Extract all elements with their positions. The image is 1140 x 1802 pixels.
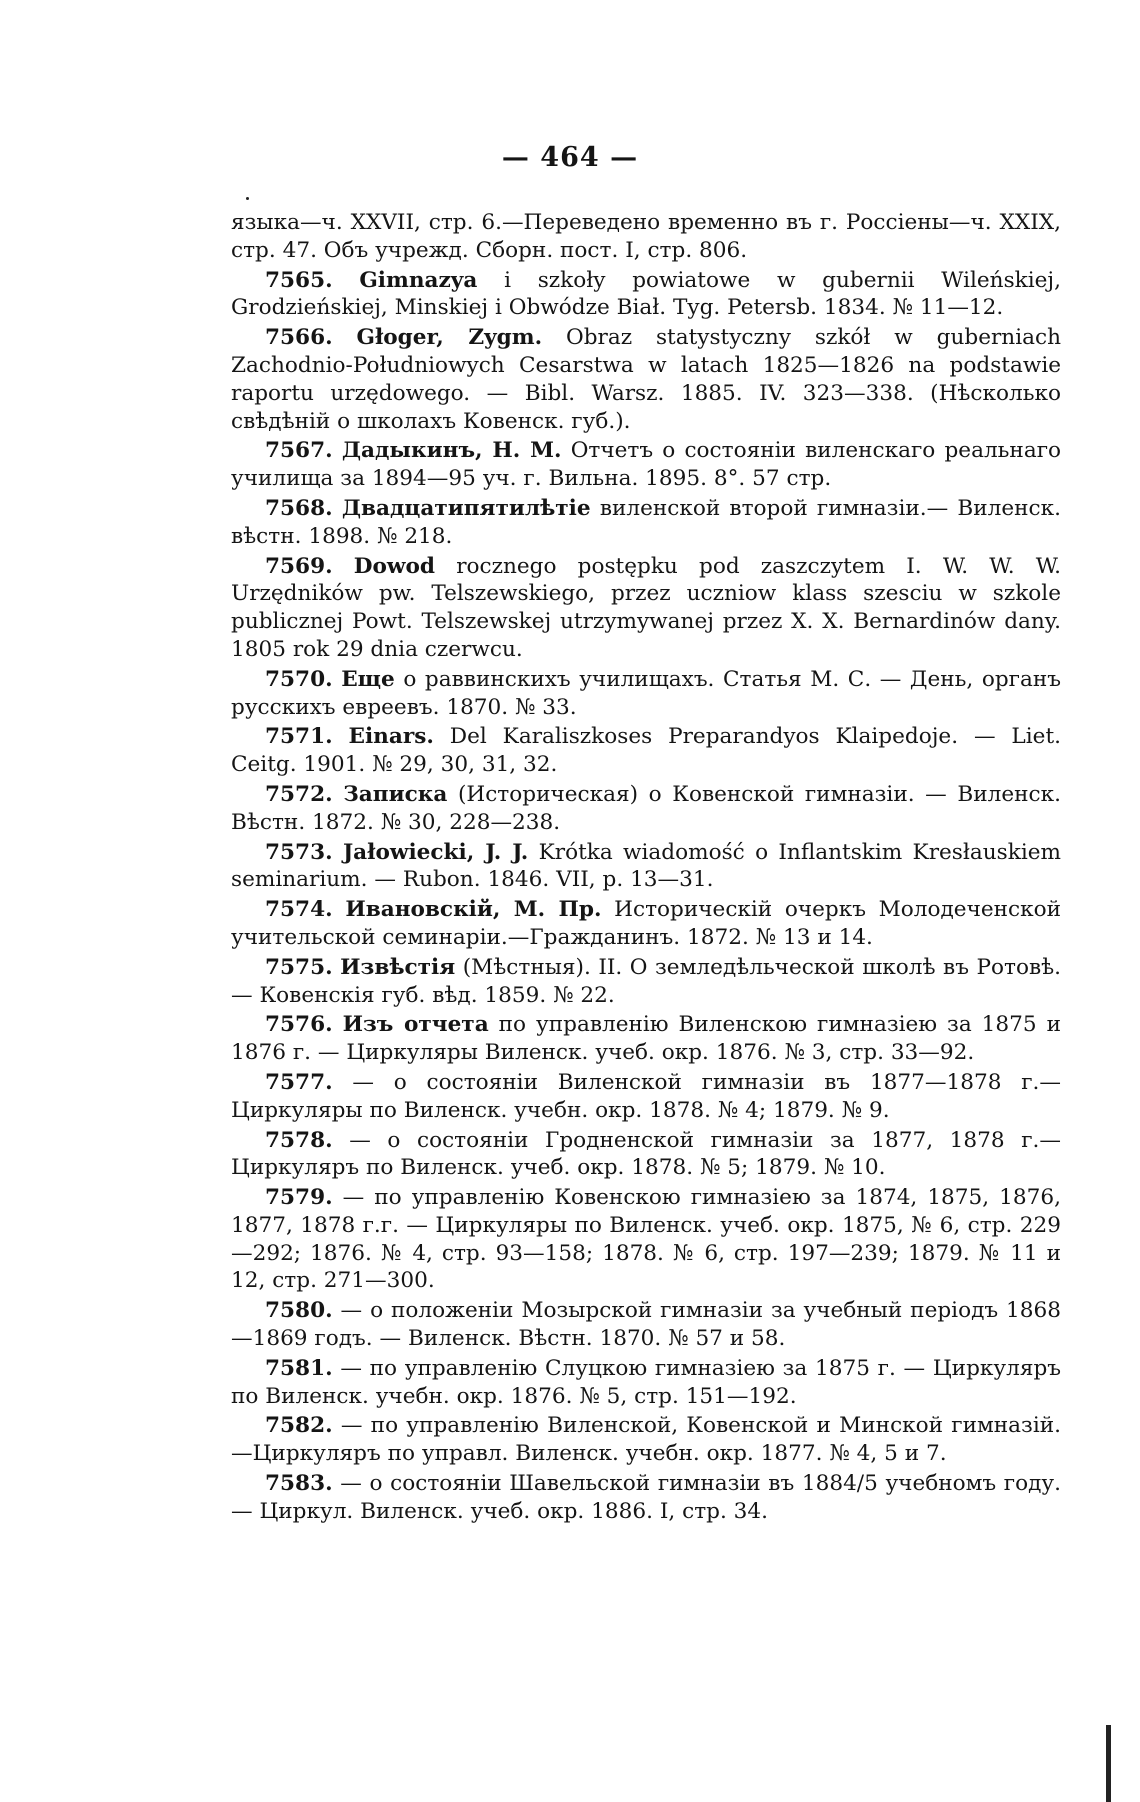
entry-text: i szkoły powiatowe w gubernii Wileńskiej, Grodzieńskiej, Minskiej i Obwódze Biał. Tyg. Petersb. 1834. № 11—12. [231, 267, 1061, 321]
entry-text: — о состояніи Виленской гимназіи въ 1877—1878 г.— Циркуляры по Виленск. учебн. окр. 1878. № 4; 1879. № 9. [231, 1069, 1061, 1123]
entry-7576 [231, 1011, 1061, 1067]
entry-7579 [231, 1184, 1061, 1295]
entry-text: — о состояніи Шавельской гимназіи въ 1884/5 учебномъ году. — Циркул. Виленск. учеб. окр. 1886. I, стр. 34. [231, 1471, 1061, 1524]
entry-7570 [231, 666, 1061, 722]
entry-7565 [231, 267, 1061, 323]
entry-text: виленской второй гимназіи.— Виленск. вѣстн. 1898. № 218. [231, 495, 1061, 549]
entry-7580 [231, 1297, 1061, 1353]
entry-heading: Изъ отчета [342, 1012, 489, 1038]
entry-number: 7569. [265, 553, 333, 579]
entry-text: — по управленію Слуцкою гимназіею за 1875 г. — Циркуляръ по Виленск. учебн. окр. 1876. № 5, стр. 151—192. [231, 1355, 1061, 1409]
entry-heading: Двадцатипятилѣтіе [341, 495, 591, 521]
entry-text: Obraz statystyczny szkół w guberniach Zachodnio-Południowych Cesarstwa w latach 1825—1826 na podstawie raportu urzędowego. — Bibl. Warsz. 1885. IV. 323—338. (Нѣсколько свѣдѣній о школахъ Ковенск. губ.). [231, 325, 1061, 434]
entry-number: 7574. [265, 897, 333, 923]
entry-number: 7583. [265, 1471, 333, 1497]
entry-7577 [231, 1069, 1061, 1125]
entry-number: 7571. [265, 724, 333, 750]
entry-number: 7572. [265, 781, 333, 807]
entry-heading: Dowod [353, 553, 436, 579]
entry-7568 [231, 495, 1061, 551]
entry-number: 7579. [265, 1185, 333, 1211]
entry-7582 [231, 1412, 1061, 1468]
entry-number: 7578. [265, 1127, 333, 1153]
entry-number: 7582. [265, 1413, 333, 1439]
entry-text: Отчетъ о состояніи виленскаго реальнаго училища за 1894—95 уч. г. Вильна. 1895. 8°. 57 стр. [231, 438, 1062, 492]
entry-number: 7577. [265, 1069, 333, 1095]
entry-heading: Еще [341, 666, 395, 692]
entry-text: rocznego postępku pod zaszczytem I. W. W. W. Urzędników pw. Telszewskiego, przez uczniow klass szesciu w szkole publicznej Powt. Telszewskej utrzymywanej przez X. X. Bernardinów dany. 1805 rok 29 dnia czerwcu. [231, 553, 1061, 662]
entry-number: 7565. [265, 267, 333, 293]
entry-text: Del Karaliszkoses Preparandyos Klaipedoje. — Liet. Ceitg. 1901. № 29, 30, 31, 32. [231, 724, 1061, 778]
entry-number: 7580. [265, 1298, 333, 1324]
entry-7573 [231, 839, 1061, 895]
entry-text: по управленію Виленскою гимназіею за 1875 и 1876 г. — Циркуляры Виленск. учеб. окр. 1876. № 3, стр. 33—92. [231, 1012, 1061, 1066]
entry-text: — по управленію Ковенскою гимназіею за 1874, 1875, 1876, 1877, 1878 г.г. — Циркуляры по Виленск. учеб. окр. 1875, № 6, стр. 229—292; 1876. № 4, стр. 93—158; 1878. № 6, стр. 197—239; 1879. № 11 и 12, стр. 271—300. [231, 1185, 1061, 1294]
entry-number: 7581. [265, 1355, 333, 1381]
entry-heading: Jałowiecki, J. J. [342, 839, 529, 865]
page-number: — 464 — [501, 142, 639, 173]
entry-heading: Einars. [348, 724, 434, 750]
entry-heading: Ивановскій, М. Пр. [345, 897, 602, 923]
entry-number: 7570. [265, 666, 333, 692]
scan-dot [246, 197, 249, 200]
entry-7572 [231, 781, 1061, 837]
entry-number: 7567. [265, 438, 333, 464]
entry-text: Krótka wiadomość o Inflantskim Kresłauskiem seminarium. — Rubon. 1846. VII, p. 13—31. [231, 839, 1061, 893]
entry-number: 7573. [265, 839, 333, 865]
entry-7567 [231, 437, 1061, 493]
entry-number: 7575. [265, 954, 333, 980]
entry-7583 [231, 1470, 1061, 1526]
entry-heading: Дадыкинъ, Н. М. [341, 438, 562, 464]
entry-7574 [231, 896, 1061, 952]
entry-number: 7576. [265, 1012, 333, 1038]
bibliography-text [231, 209, 1061, 1526]
entry-number: 7568. [265, 495, 333, 521]
entry-text: (Мѣстныя). II. О земледѣльческой школѣ въ Ротовѣ. — Ковенскія губ. вѣд. 1859. № 22. [231, 954, 1061, 1008]
entry-heading: Gimnazya [359, 267, 478, 293]
entry-text: (Историческая) о Ковенской гимназіи. — Виленск. Вѣстн. 1872. № 30, 228—238. [231, 781, 1061, 835]
entry-text: — о положеніи Мозырской гимназіи за учебный періодъ 1868—1869 годъ. — Виленск. Вѣстн. 1870. № 57 и 58. [231, 1298, 1061, 1352]
entry-heading: Głoger, Zygm. [356, 325, 543, 351]
entry-heading: Извѣстія [340, 954, 456, 980]
continuation-text: языка—ч. XXVII, стр. 6.—Переведено временно въ г. Россіены—ч. XXIX, стр. 47. Объ учрежд. Сборн. пост. I, стр. 806. [231, 210, 1061, 263]
entry-heading: Записка [343, 781, 448, 807]
entry-7571 [231, 723, 1061, 779]
entry-7581 [231, 1355, 1061, 1411]
entry-text: о раввинскихъ училищахъ. Статья М. С. — День, органъ русскихъ евреевъ. 1870. № 33. [231, 666, 1061, 720]
entry-7578 [231, 1127, 1061, 1183]
scan-mark-bottom-right [1106, 1725, 1111, 1802]
entry-text: — по управленію Виленской, Ковенской и Минской гимназій.—Циркуляръ по управл. Виленск. учебн. окр. 1877. № 4, 5 и 7. [231, 1413, 1061, 1467]
entry-7575 [231, 954, 1061, 1010]
entry-text: — о состояніи Гродненской гимназіи за 1877, 1878 г.— Циркуляръ по Виленск. учеб. окр. 1878. № 5; 1879. № 10. [231, 1127, 1061, 1181]
entry-text: Историческій очеркъ Молодеченской учительской семинаріи.—Гражданинъ. 1872. № 13 и 14. [231, 897, 1062, 950]
entry-7566 [231, 324, 1061, 435]
entry-7569 [231, 553, 1061, 664]
entry-number: 7566. [265, 325, 333, 351]
